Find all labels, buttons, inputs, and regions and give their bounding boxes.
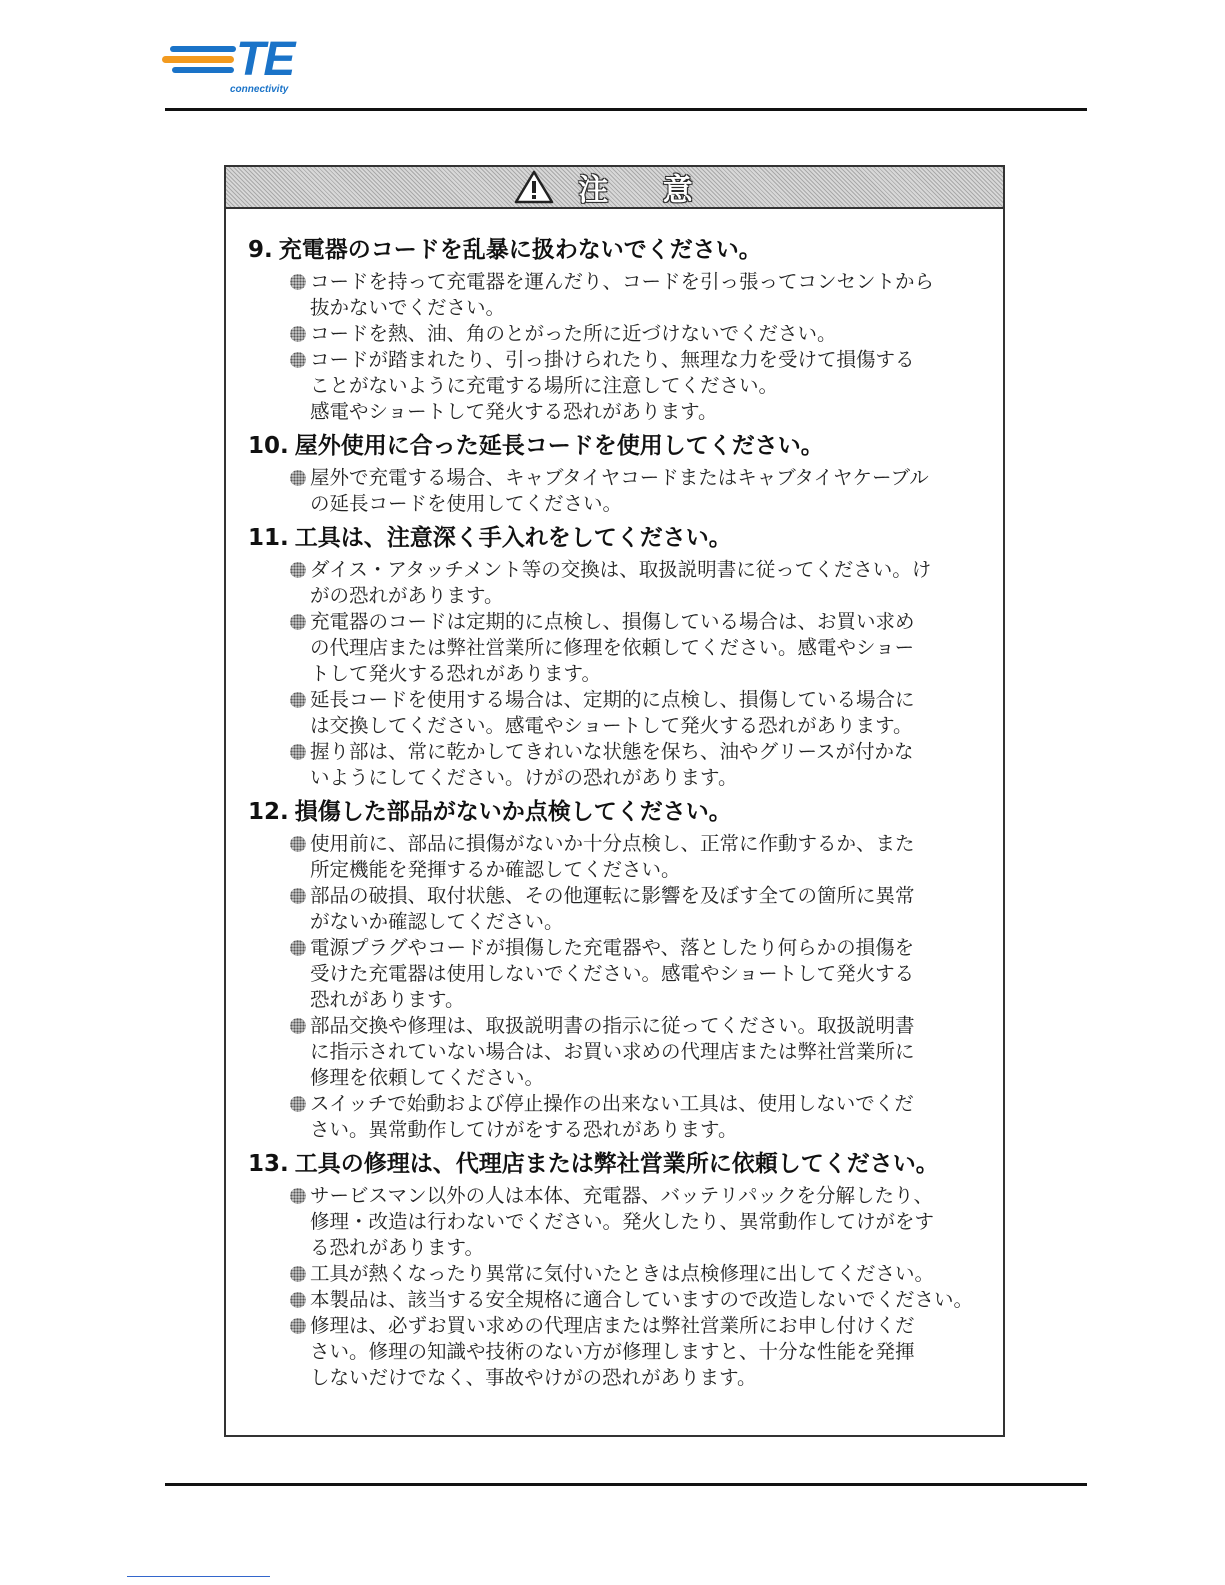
caution-item [248, 321, 979, 347]
bullet-dot-icon [290, 326, 306, 342]
caution-item [248, 347, 979, 425]
bullet-dot-icon [290, 1292, 306, 1308]
caution-item-text: スイッチで始動および停止操作の出来ない工具は、使用しないでくだ さい。異常動作してけがをする恐れがあります。 [310, 1092, 914, 1141]
section-number: 9. [248, 237, 273, 263]
warning-triangle-icon [514, 170, 554, 204]
caution-title: 注 意 [578, 173, 715, 208]
bullet-dot-icon [290, 1018, 306, 1034]
footer-link-underline [127, 1576, 270, 1577]
caution-item-text: 延長コードを使用する場合は、定期的に点検し、損傷している場合に は交換してください。感電やショートして発火する恐れがあります。 [310, 688, 915, 737]
caution-item-text: 握り部は、常に乾かしてきれいな状態を保ち、油やグリースが付かな いようにしてください。けがの恐れがあります。 [310, 740, 914, 789]
caution-section [248, 233, 979, 425]
bullet-dot-icon [290, 1188, 306, 1204]
caution-item [248, 1091, 979, 1143]
section-heading [248, 233, 979, 267]
caution-item-text: コードが踏まれたり、引っ掛けられたり、無理な力を受けて損傷する ことがないように充電する場所に注意してください。 感電やショートして発火する恐れがあります。 [310, 348, 915, 423]
bullet-dot-icon [290, 274, 306, 290]
section-title-text: 屋外使用に合った延長コードを使用してください。 [294, 433, 824, 459]
caution-section [248, 521, 979, 791]
caution-item [248, 609, 979, 687]
te-connectivity-logo [150, 28, 320, 108]
caution-item-text: 本製品は、該当する安全規格に適合していますので改造しないでください。 [310, 1288, 974, 1311]
caution-item-text: 修理は、必ずお買い求めの代理店または弊社営業所にお申し付けくだ さい。修理の知識や技術のない方が修理しますと、十分な性能を発揮 しないだけでなく、事故やけがの恐れがあります。 [310, 1314, 915, 1389]
caution-item [248, 269, 979, 321]
caution-item [248, 1261, 979, 1287]
bullet-dot-icon [290, 940, 306, 956]
caution-item-text: コードを熱、油、角のとがった所に近づけないでください。 [310, 322, 837, 345]
caution-item-text: 工具が熱くなったり異常に気付いたときは点検修理に出してください。 [310, 1262, 935, 1285]
caution-item-text: 充電器のコードは定期的に点検し、損傷している場合は、お買い求め の代理店または弊社営業所に修理を依頼してください。感電やショー トして発火する恐れがあります。 [310, 610, 915, 685]
section-title-text: 充電器のコードを乱暴に扱わないでください。 [278, 237, 762, 263]
section-title-text: 工具の修理は、代理店または弊社営業所に依頼してください。 [294, 1151, 939, 1177]
bullet-dot-icon [290, 352, 306, 368]
caution-item-text: 屋外で充電する場合、キャブタイヤコードまたはキャブタイヤケーブル の延長コードを使用してください。 [310, 466, 929, 515]
logo-te-text: TE [236, 33, 294, 86]
section-number: 10. [248, 433, 289, 459]
caution-item-text: 部品交換や修理は、取扱説明書の指示に従ってください。取扱説明書 に指示されていない場合は、お買い求めの代理店または弊社営業所に 修理を依頼してください。 [310, 1014, 915, 1089]
bullet-dot-icon [290, 1266, 306, 1282]
footer-rule [165, 1483, 1087, 1486]
caution-item-text: コードを持って充電器を運んだり、コードを引っ張ってコンセントから 抜かないでください。 [310, 270, 935, 319]
section-title-text: 工具は、注意深く手入れをしてください。 [294, 525, 732, 551]
bullet-dot-icon [290, 692, 306, 708]
header-rule [165, 108, 1087, 111]
section-number: 12. [248, 799, 289, 825]
caution-item [248, 1013, 979, 1091]
caution-item [248, 557, 979, 609]
caution-item-text: 電源プラグやコードが損傷した充電器や、落としたり何らかの損傷を 受けた充電器は使用しないでください。感電やショートして発火する 恐れがあります。 [310, 936, 915, 1011]
bullet-dot-icon [290, 1096, 306, 1112]
bullet-dot-icon [290, 744, 306, 760]
caution-item [248, 1183, 979, 1261]
section-heading [248, 521, 979, 555]
caution-item-text: 使用前に、部品に損傷がないか十分点検し、正常に作動するか、また 所定機能を発揮するか確認してください。 [310, 832, 915, 881]
caution-item [248, 831, 979, 883]
section-number: 11. [248, 525, 289, 551]
section-heading [248, 795, 979, 829]
logo-subtext: connectivity [230, 84, 289, 95]
bullet-dot-icon [290, 836, 306, 852]
section-heading [248, 1147, 979, 1181]
caution-item [248, 935, 979, 1013]
section-number: 13. [248, 1151, 289, 1177]
caution-item-text: サービスマン以外の人は本体、充電器、バッテリパックを分解したり、 修理・改造は行わないでください。発火したり、異常動作してけがをす る恐れがあります。 [310, 1184, 935, 1259]
bullet-dot-icon [290, 1318, 306, 1334]
caution-content [226, 209, 1003, 1391]
caution-item [248, 465, 979, 517]
caution-box [224, 165, 1005, 1437]
bullet-dot-icon [290, 470, 306, 486]
caution-item [248, 687, 979, 739]
bullet-dot-icon [290, 614, 306, 630]
caution-item [248, 1287, 979, 1313]
caution-header [226, 167, 1003, 209]
caution-item [248, 883, 979, 935]
caution-section [248, 1147, 979, 1391]
bullet-dot-icon [290, 888, 306, 904]
caution-item [248, 739, 979, 791]
bullet-dot-icon [290, 562, 306, 578]
section-heading [248, 429, 979, 463]
caution-section [248, 429, 979, 517]
caution-item-text: 部品の破損、取付状態、その他運転に影響を及ぼす全ての箇所に異常 がないか確認してください。 [310, 884, 915, 933]
caution-section [248, 795, 979, 1143]
section-title-text: 損傷した部品がないか点検してください。 [294, 799, 732, 825]
caution-item-text: ダイス・アタッチメント等の交換は、取扱説明書に従ってください。け がの恐れがあります。 [310, 558, 932, 607]
caution-item [248, 1313, 979, 1391]
